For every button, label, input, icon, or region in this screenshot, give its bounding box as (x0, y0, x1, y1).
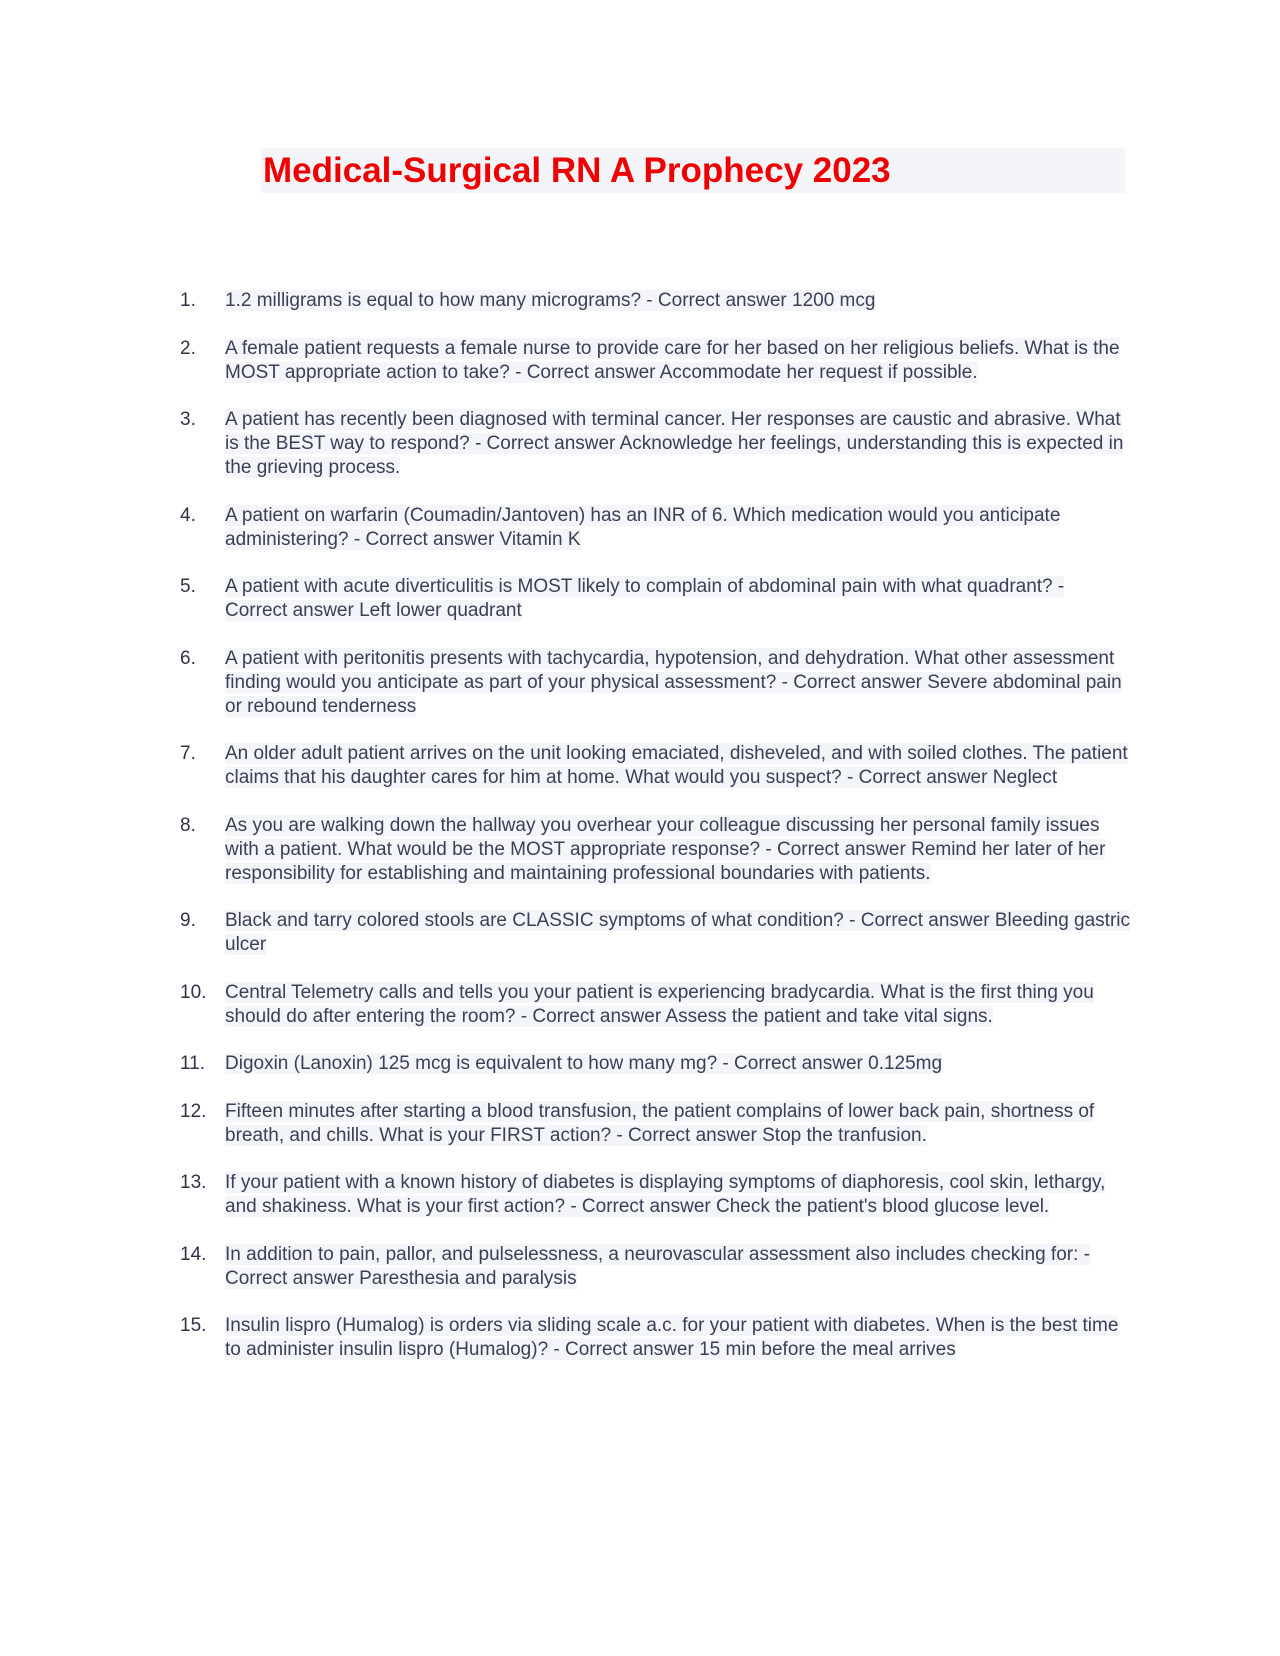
item-number: 1. (180, 290, 196, 311)
list-item (180, 742, 1130, 790)
item-number: 4. (180, 504, 196, 526)
item-text: A patient with acute diverticulitis is MOST likely to complain of abdominal pain with what quadrant? - Correct answer Left lower quadrant (225, 576, 1065, 621)
list-item (180, 337, 1130, 385)
item-text: A female patient requests a female nurse to provide care for her based on her religious beliefs. What is the MOST appropriate action to take? - Correct answer Accommodate her request if possible. (225, 337, 1120, 383)
question-list (180, 289, 1130, 1386)
item-number: 13. (180, 1172, 207, 1193)
list-item (180, 1243, 1130, 1291)
item-number: 12. (180, 1100, 207, 1122)
item-text: As you are walking down the hallway you overhear your colleague discussing her personal family issues with a patient. What would be the MOST appropriate response? - Correct answer Remind her later of her responsibility for establishing and maintaining professional boundaries with patients. (225, 814, 1106, 884)
item-text: If your patient with a known history of diabetes is displaying symptoms of diaphoresis, cool skin, lethargy, and shakiness. What is your first action? - Correct answer Check the patient's blood glucose level. (225, 1172, 1106, 1217)
list-item (180, 909, 1130, 957)
list-item (180, 1314, 1130, 1362)
item-number: 6. (180, 647, 196, 669)
list-item (180, 981, 1130, 1029)
list-item (180, 647, 1130, 719)
item-text: Black and tarry colored stools are CLASSIC symptoms of what condition? - Correct answer Bleeding gastric ulcer (225, 910, 1131, 955)
list-item (180, 504, 1130, 552)
item-number: 15. (180, 1315, 207, 1336)
item-number: 9. (180, 910, 196, 931)
list-item (180, 575, 1130, 623)
item-text: 1.2 milligrams is equal to how many micrograms? - Correct answer 1200 mcg (225, 290, 876, 311)
item-text: Digoxin (Lanoxin) 125 mcg is equivalent to how many mg? - Correct answer 0.125mg (225, 1053, 943, 1074)
list-item (180, 289, 1130, 313)
list-item (180, 1100, 1130, 1148)
item-text: An older adult patient arrives on the unit looking emaciated, disheveled, and with soiled clothes. The patient claims that his daughter cares for him at home. What would you suspect? - Correct answer Neglect (225, 743, 1128, 788)
item-text: Fifteen minutes after starting a blood transfusion, the patient complains of lower back pain, shortness of breath, and chills. What is your FIRST action? - Correct answer Stop the tranfusion. (225, 1100, 1095, 1146)
item-number: 11. (180, 1053, 206, 1074)
page-title: Medical-Surgical RN A Prophecy 2023 (263, 151, 891, 190)
list-item (180, 408, 1130, 480)
item-number: 8. (180, 814, 196, 836)
item-text: A patient with peritonitis presents with tachycardia, hypotension, and dehydration. What other assessment finding would you anticipate as part of your physical assessment? - Correct answer Severe abdominal pain or rebound tenderness (225, 647, 1122, 717)
item-text: Central Telemetry calls and tells you your patient is experiencing bradycardia. What is the first thing you should do after entering the room? - Correct answer Assess the patient and take vital signs. (225, 981, 1094, 1027)
item-text: In addition to pain, pallor, and pulselessness, a neurovascular assessment also includes checking for: - Correct answer Paresthesia and paralysis (225, 1243, 1090, 1289)
item-number: 14. (180, 1243, 207, 1265)
list-item (180, 1171, 1130, 1219)
item-number: 3. (180, 409, 196, 430)
item-number: 10. (180, 981, 207, 1003)
item-text: A patient has recently been diagnosed with terminal cancer. Her responses are caustic and abrasive. What is the BEST way to respond? - Correct answer Acknowledge her feelings, understanding this is expected in the grieving process. (225, 409, 1124, 478)
list-item (180, 1052, 1130, 1076)
list-item (180, 814, 1130, 886)
item-text: Insulin lispro (Humalog) is orders via sliding scale a.c. for your patient with diabetes. When is the best time to administer insulin lispro (Humalog)? - Correct answer 15 min before the meal arrives (225, 1315, 1119, 1360)
item-text: A patient on warfarin (Coumadin/Jantoven) has an INR of 6. Which medication would you anticipate administering? - Correct answer Vitamin K (225, 504, 1061, 550)
item-number: 2. (180, 337, 196, 359)
item-number: 7. (180, 743, 196, 764)
item-number: 5. (180, 576, 196, 597)
